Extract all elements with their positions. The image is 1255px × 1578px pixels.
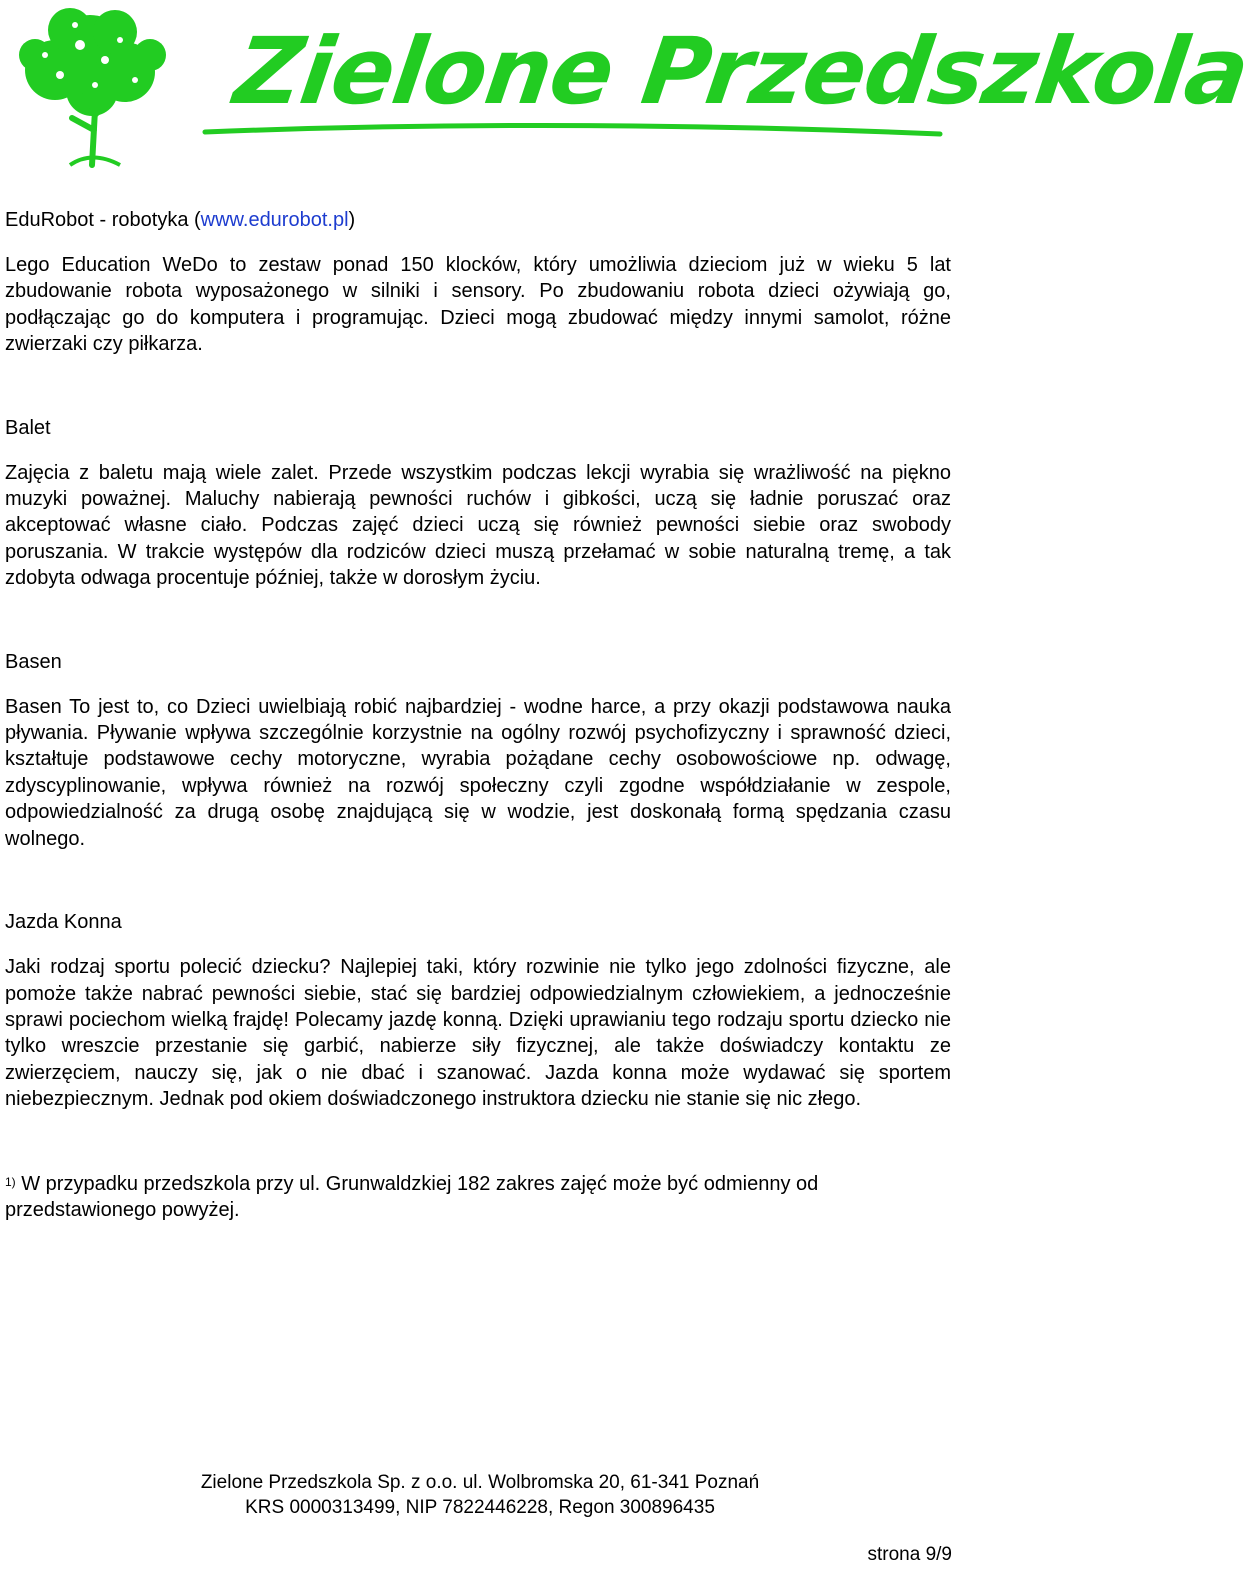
section-text-basen: Basen To jest to, co Dzieci uwielbiają robić najbardziej - wodne harce, a przy okazji podstawowa nauka pływania. Pływanie wpływa szczególnie korzystnie na ogólny rozwój psychofizyczny i sprawność dzieci, kształtuje podstawowe cechy motoryczne, wyrabia pożądane cechy osobowościowe np. odwagę, zdyscyplinowanie, wpływa również na rozwój społeczny czyli zgodne współdziałanie w zespole, odpowiedzialność za drugą osobę znajdującą się w wodzie, jest doskonałą formą spędzania czasu wolnego. bbox=[5, 695, 951, 850]
footnote-text: W przypadku przedszkola przy ul. Grunwaldzkiej 182 zakres zajęć może być odmienny od przedstawionego powyżej. bbox=[5, 1172, 819, 1221]
footnote-marker: 1) bbox=[5, 1174, 16, 1189]
document-body bbox=[5, 206, 951, 1223]
section-text-balet: Zajęcia z baletu mają wiele zalet. Przede wszystkim podczas lekcji wyrabia się wrażliwość na piękno muzyki poważnej. Maluchy nabierają pewności ruchów i gibkości, uczą się ładnie poruszać oraz akceptować własne ciało. Podczas zajęć dzieci uczą się również pewności siebie oraz swobody poruszania. W trakcie występów dla rodziców dzieci muszą przełamać w sobie naturalną tremę, a tak zdobyta odwaga procentuje później, także w dorosłym życiu. bbox=[5, 461, 951, 590]
title-prefix: EduRobot - robotyka ( bbox=[5, 209, 201, 231]
page-footer bbox=[0, 1470, 960, 1520]
footer-address: Zielone Przedszkola Sp. z o.o. ul. Wolbromska 20, 61-341 Poznań bbox=[200, 1472, 760, 1493]
section-title-basen: Basen bbox=[5, 650, 62, 673]
page-header bbox=[0, 0, 1255, 180]
section-text-jazda-konna: Jaki rodzaj sportu polecić dziecku? Najlepiej taki, który rozwinie nie tylko jego zdolności fizyczne, ale pomoże także nabrać pewności siebie, stać się bardziej odpowiedzialnym człowiekiem, a jednocześnie sprawi pociechom wielką frajdę! Polecamy jazdę konną. Dzięki uprawianiu tego rodzaju sportu dziecko nie tylko wreszcie przestanie się garbić, nabierze siły fizycznej, ale także doświadczy kontaktu ze zwierzęciem, nauczy się, jak o nie dbać i szanować. Jazda konna może wydawać się sportem niebezpiecznym. Jednak pod okiem doświadczonego instruktora dziecku nie stanie się nic złego. bbox=[5, 956, 951, 1111]
title-suffix: ) bbox=[348, 209, 356, 231]
footer-registry: KRS 0000313499, NIP 7822446228, Regon 300896435 bbox=[245, 1497, 715, 1518]
edurobot-link[interactable]: www.edurobot.pl bbox=[200, 209, 349, 231]
section-title-edurobot bbox=[5, 206, 951, 234]
page-number: strona 9/9 bbox=[867, 1544, 952, 1565]
footnote bbox=[5, 1171, 951, 1224]
section-text-edurobot: Lego Education WeDo to zestaw ponad 150 klocków, który umożliwia dzieciom już w wieku 5 lat zbudowanie robota wyposażonego w silniki i sensory. Po zbudowaniu robota dzieci ożywiają go, podłączając go do komputera i programując. Dzieci mogą zbudować między innymi samolot, różne zwierzaki czy piłkarza. bbox=[5, 254, 951, 356]
section-title-jazda-konna: Jazda Konna bbox=[5, 911, 122, 934]
logo-wordmark: Zielone Przedszkola bbox=[228, 18, 1255, 125]
section-title-balet: Balet bbox=[5, 416, 51, 439]
